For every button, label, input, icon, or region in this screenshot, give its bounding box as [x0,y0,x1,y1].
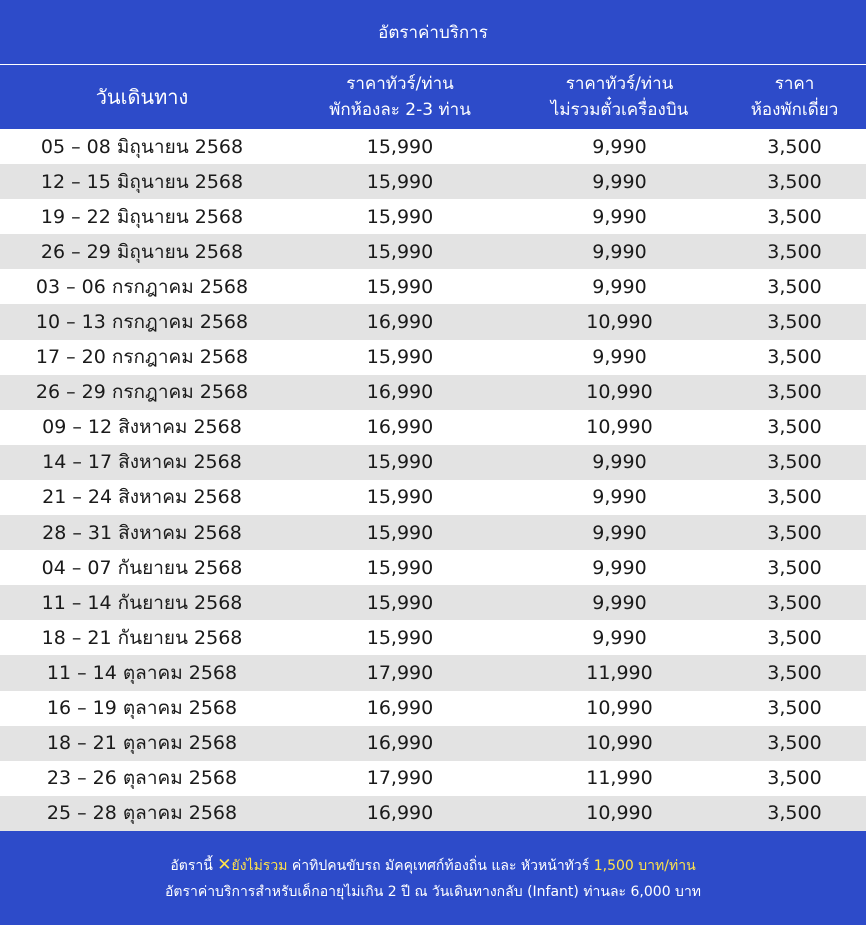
table-row [0,691,866,726]
table-row [0,129,866,164]
cell-single-room: 3,500 [767,697,822,720]
table-body [0,129,866,831]
cell-price-no-flight: 9,990 [592,205,647,228]
cell-price-shared: 15,990 [366,135,434,158]
header-travel-date-label: วันเดินทาง [95,85,189,109]
cell-price-no-flight: 9,990 [592,626,647,649]
cell-date: 28 – 31 สิงหาคม 2568 [42,521,242,544]
cell-price-shared: 15,990 [366,240,434,263]
table-title: อัตราค่าบริการ [0,0,866,65]
table-row [0,550,866,585]
cell-single-room: 3,500 [767,661,822,684]
header-price-no-flight [516,71,723,123]
cell-single-room: 3,500 [767,170,822,193]
cell-price-no-flight: 9,990 [592,135,647,158]
cell-price-shared: 15,990 [366,275,434,298]
cell-price-shared: 15,990 [366,521,434,544]
footer-line-2: อัตราค่าบริการสำหรับเด็กอายุไม่เกิน 2 ปี ณ วันเดินทางกลับ (Infant) ท่านละ 6,000 บาท [164,883,702,900]
cell-price-no-flight: 10,990 [586,381,653,404]
table-row [0,515,866,550]
cell-price-no-flight: 10,990 [586,416,653,439]
cell-price-shared: 15,990 [366,346,434,369]
cell-date: 12 – 15 มิถุนายน 2568 [40,170,244,193]
cell-price-no-flight: 10,990 [586,697,653,720]
cell-single-room: 3,500 [767,767,822,790]
cell-single-room: 3,500 [767,556,822,579]
table-row [0,620,866,655]
table-row [0,269,866,304]
cell-price-shared: 15,990 [366,626,434,649]
cell-price-no-flight: 9,990 [592,275,647,298]
footer-not-included: ยังไม่รวม [231,857,288,874]
cell-price-no-flight: 10,990 [586,732,653,755]
table-row [0,234,866,269]
table-row [0,726,866,761]
cell-price-shared: 15,990 [366,556,434,579]
cell-price-shared: 15,990 [366,170,434,193]
table-row [0,304,866,339]
cell-date: 03 – 06 กรกฎาคม 2568 [35,275,249,298]
cell-date: 09 – 12 สิงหาคม 2568 [42,416,242,439]
cell-price-shared: 16,990 [366,381,434,404]
cell-single-room: 3,500 [767,626,822,649]
table-header [0,65,866,129]
cell-date: 21 – 24 สิงหาคม 2568 [42,486,242,509]
cell-price-no-flight: 9,990 [592,521,647,544]
cell-single-room: 3,500 [767,486,822,509]
cell-date: 26 – 29 กรกฎาคม 2568 [35,381,249,404]
table-row [0,655,866,690]
cell-single-room: 3,500 [767,416,822,439]
header-price-no-flight-line1: ราคาทัวร์/ท่าน [565,74,674,94]
cell-price-shared: 16,990 [366,416,434,439]
cell-single-room: 3,500 [767,802,822,825]
header-price-shared-line1: ราคาทัวร์/ท่าน [346,74,454,94]
cell-date: 16 – 19 ตุลาคม 2568 [46,697,238,720]
cell-date: 05 – 08 มิถุนายน 2568 [40,135,244,158]
cell-date: 11 – 14 กันยายน 2568 [41,591,243,614]
table-row [0,585,866,620]
footer-tip-amount: 1,500 บาท/ท่าน [593,857,696,874]
header-single-room-line1: ราคา [774,74,815,94]
cell-price-shared: 15,990 [366,591,434,614]
cell-price-no-flight: 9,990 [592,170,647,193]
cell-date: 26 – 29 มิถุนายน 2568 [40,240,244,263]
cell-price-no-flight: 9,990 [592,451,647,474]
cell-single-room: 3,500 [767,275,822,298]
cell-date: 11 – 14 ตุลาคม 2568 [46,661,238,684]
cell-single-room: 3,500 [767,205,822,228]
cell-price-shared: 17,990 [366,767,434,790]
cell-price-no-flight: 11,990 [586,661,653,684]
cell-price-no-flight: 9,990 [592,346,647,369]
cell-price-shared: 15,990 [366,451,434,474]
cell-price-no-flight: 11,990 [586,767,653,790]
header-travel-date [0,84,284,110]
table-row [0,480,866,515]
header-single-room-line2: ห้องพักเดี่ยว [750,100,839,120]
cell-price-no-flight: 9,990 [592,486,647,509]
footer-tip-text: ค่าทิปคนขับรถ มัคคุเทศก์ท้องถิ่น และ หัวหน้าทัวร์ [287,857,594,874]
cell-price-shared: 16,990 [366,802,434,825]
footer-prefix: อัตรานี้ [170,857,218,874]
cell-single-room: 3,500 [767,240,822,263]
table-row [0,445,866,480]
table-row [0,410,866,445]
cell-price-no-flight: 9,990 [592,591,647,614]
cell-price-shared: 15,990 [366,486,434,509]
cell-date: 23 – 26 ตุลาคม 2568 [46,767,238,790]
table-row [0,796,866,831]
cell-price-no-flight: 9,990 [592,556,647,579]
cell-price-shared: 16,990 [366,732,434,755]
cell-price-no-flight: 9,990 [592,240,647,263]
cell-single-room: 3,500 [767,381,822,404]
cell-single-room: 3,500 [767,451,822,474]
cell-single-room: 3,500 [767,346,822,369]
footer-notes [0,831,866,925]
cell-date: 18 – 21 กันยายน 2568 [41,626,243,649]
close-icon: ✕ [217,854,232,875]
cell-single-room: 3,500 [767,311,822,334]
cell-price-no-flight: 10,990 [586,802,653,825]
cell-price-shared: 16,990 [366,311,434,334]
footer-line-1 [170,852,695,879]
cell-price-shared: 17,990 [366,661,434,684]
cell-date: 04 – 07 กันยายน 2568 [41,556,243,579]
header-price-shared-line2: พักห้องละ 2-3 ท่าน [329,100,471,120]
cell-date: 14 – 17 สิงหาคม 2568 [42,451,242,474]
cell-single-room: 3,500 [767,135,822,158]
cell-date: 19 – 22 มิถุนายน 2568 [40,205,244,228]
cell-date: 17 – 20 กรกฎาคม 2568 [35,346,249,369]
cell-single-room: 3,500 [767,521,822,544]
table-row [0,340,866,375]
cell-price-shared: 16,990 [366,697,434,720]
header-price-shared [284,71,516,123]
table-row [0,761,866,796]
cell-date: 18 – 21 ตุลาคม 2568 [46,732,238,755]
cell-date: 25 – 28 ตุลาคม 2568 [46,802,238,825]
header-price-no-flight-line2: ไม่รวมตั๋วเครื่องบิน [550,100,689,120]
table-row [0,375,866,410]
cell-price-no-flight: 10,990 [586,311,653,334]
header-single-room [723,71,866,123]
cell-price-shared: 15,990 [366,205,434,228]
table-row [0,164,866,199]
table-row [0,199,866,234]
cell-date: 10 – 13 กรกฎาคม 2568 [35,311,249,334]
cell-single-room: 3,500 [767,732,822,755]
cell-single-room: 3,500 [767,591,822,614]
